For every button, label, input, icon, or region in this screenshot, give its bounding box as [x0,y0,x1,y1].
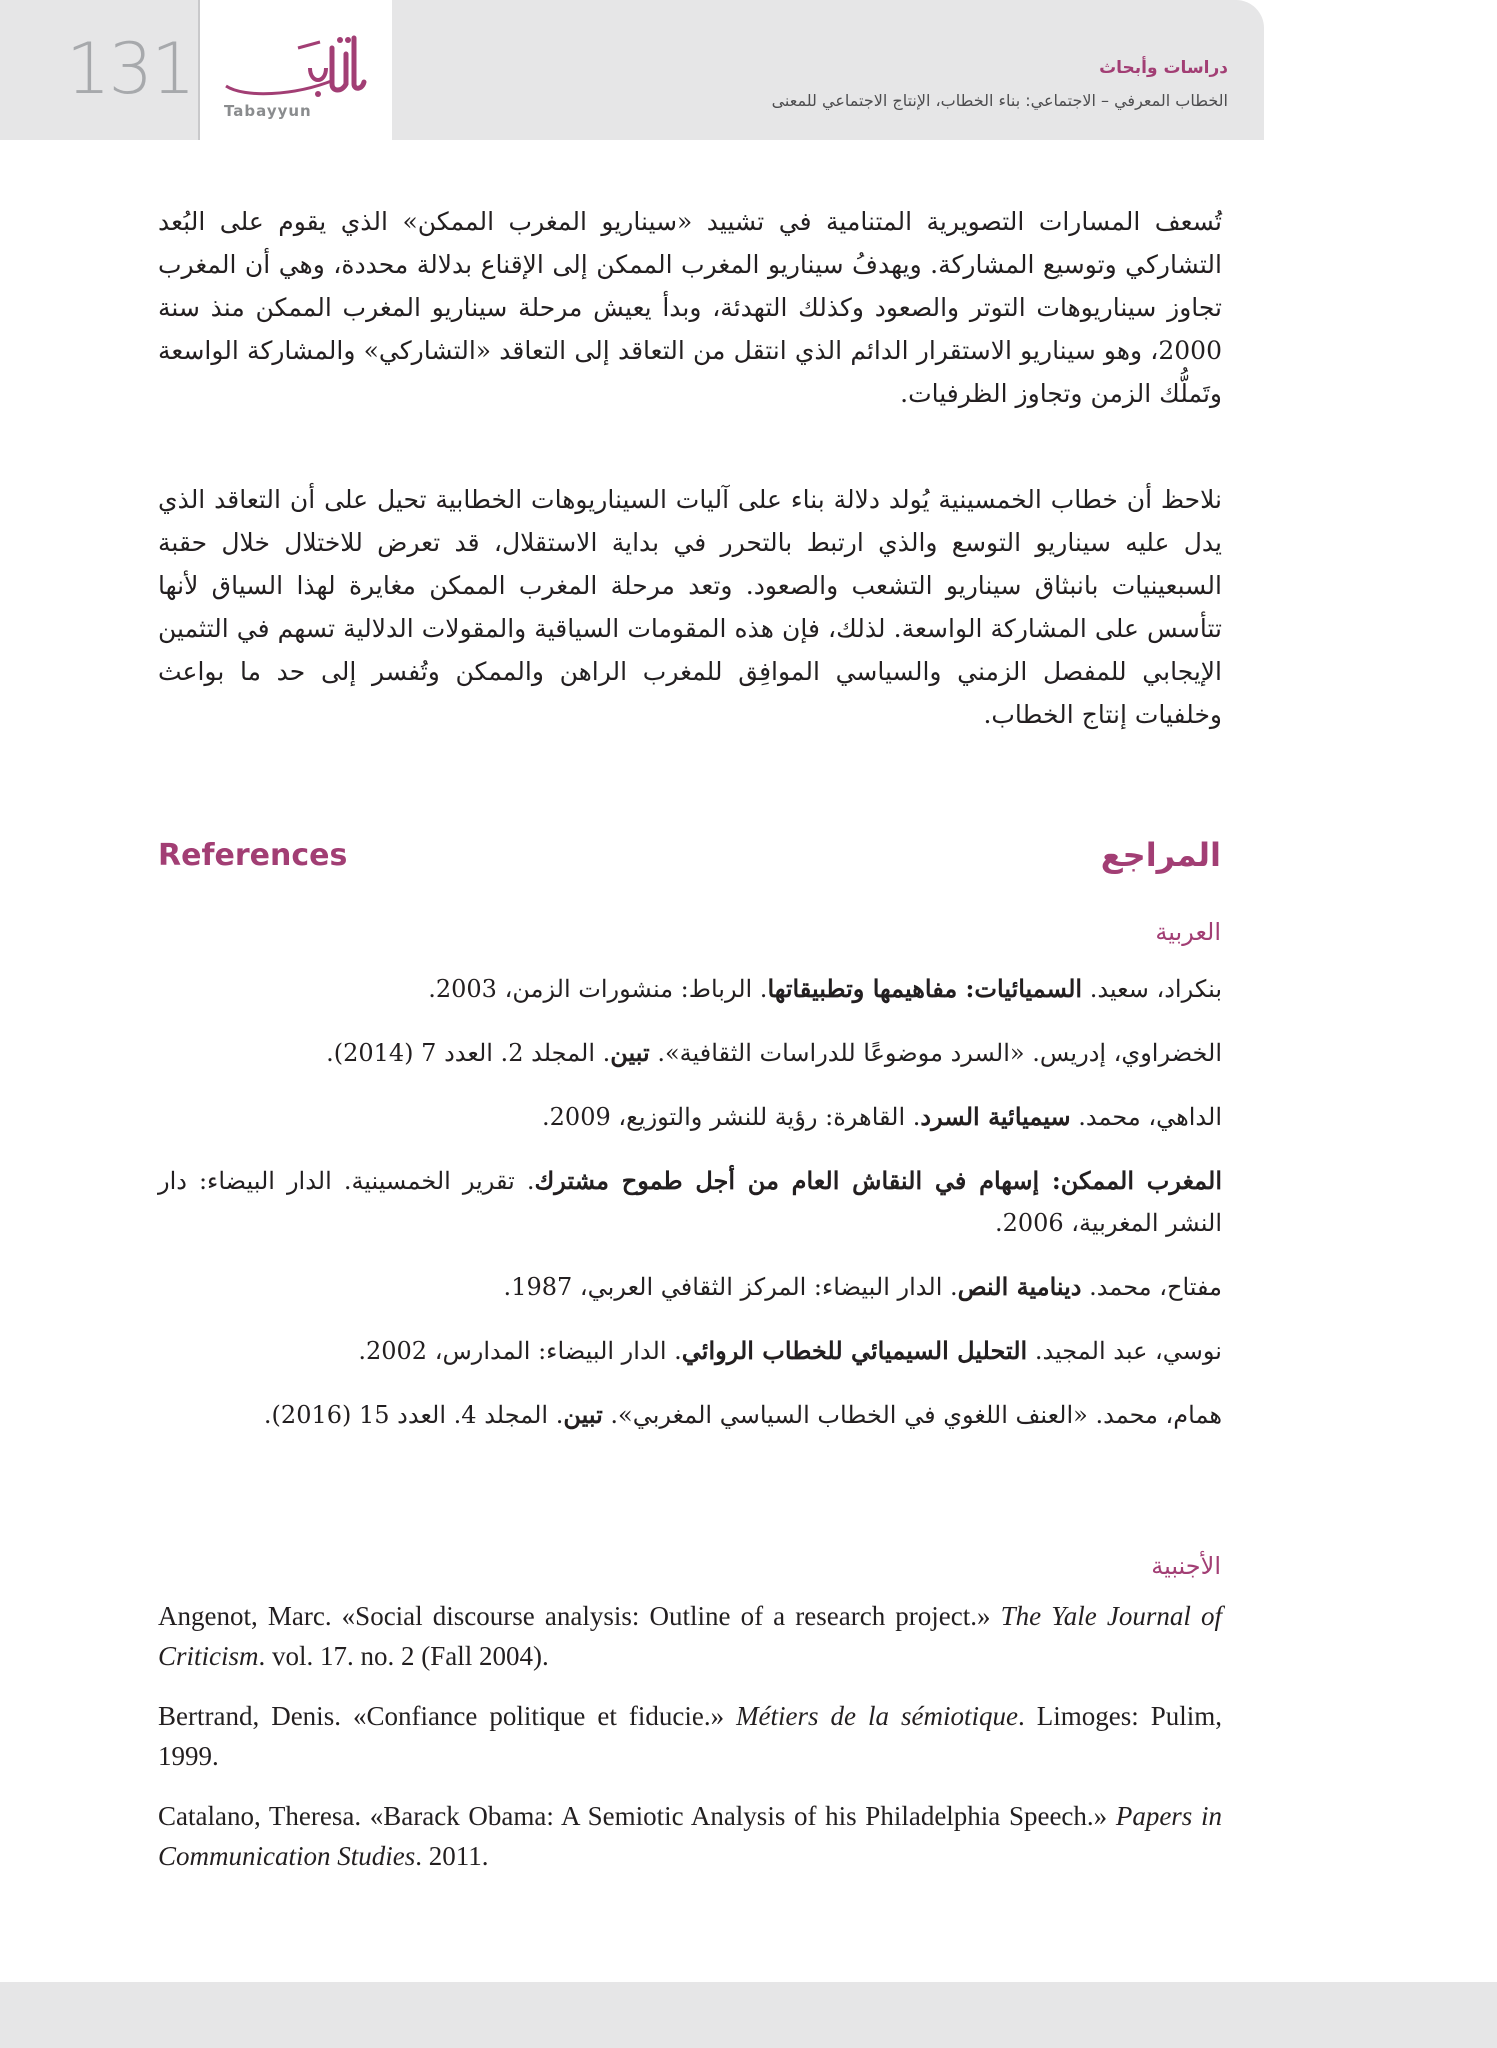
arabic-references-label: العربية [1155,918,1221,946]
page-footer-band [0,1982,1497,2048]
page-number: 131 [66,28,194,110]
tabayyun-logo-icon [214,28,382,108]
page-header [0,0,1497,140]
reference-entry: مفتاح، محمد. دينامية النص. الدار البيضاء: المركز الثقافي العربي، 1987. [503,1272,1222,1301]
reference-entry: نوسي، عبد المجيد. التحليل السيميائي للخطاب الروائي. الدار البيضاء: المدارس، 2002. [358,1336,1222,1365]
references-heading-english: References [158,838,348,873]
running-header [392,0,1264,140]
reference-entry: Angenot, Marc. «Social discourse analysis: Outline of a research project.» The Yale Journal of Criticism. vol. 17. no. 2 (Fall 2004). [158,1601,1222,1671]
reference-entry: الخضراوي، إدريس. «السرد موضوعًا للدراسات الثقافية». تبين. المجلد 2. العدد 7 (2014). [326,1038,1222,1067]
reference-entry: همام، محمد. «العنف اللغوي في الخطاب السياسي المغربي». تبين. المجلد 4. العدد 15 (2016). [263,1400,1222,1429]
references-heading-arabic: المراجع [1100,836,1221,874]
article-title: الخطاب المعرفي – الاجتماعي: بناء الخطاب، الإنتاج الاجتماعي للمعنى [771,91,1228,110]
journal-logo [198,0,394,140]
foreign-references-label: الأجنبية [1151,1552,1221,1580]
arabic-references-list [158,968,1222,1458]
reference-entry: الداهي، محمد. سيميائية السرد. القاهرة: رؤية للنشر والتوزيع، 2009. [542,1102,1222,1131]
reference-entry: المغرب الممكن: إسهام في النقاش العام من أجل طموح مشترك. تقرير الخمسينية. الدار البيضاء: دار النشر المغربية، 2006. [158,1166,1223,1237]
logo-latin-text: Tabayyun [224,102,312,120]
body-paragraph-1: تُسعف المسارات التصويرية المتنامية في تشييد «سيناريو المغرب الممكن» الذي يقوم على البُعد التشاركي وتوسيع المشاركة. ويهدفُ سيناريو المغرب الممكن إلى الإقناع بدلالة محددة، وهي أن المغرب تجاوز سيناريوهات التوتر والصعود وكذلك التهدئة، وبدأ يعيش مرحلة سيناريو المغرب الممكن منذ سنة 2000، وهو سيناريو الاستقرار الدائم الذي انتقل من التعاقد إلى التعاقد «التشاركي» والمشاركة الواسعة وتَملُّك الزمن وتجاوز الظرفيات. [158,207,1222,408]
foreign-references-list [158,1596,1222,1896]
reference-entry: Bertrand, Denis. «Confiance politique et fiducie.» Métiers de la sémiotique. Limoges: Pulim, 1999. [158,1701,1222,1771]
page-number-box [0,0,198,140]
section-title: دراسات وأبحاث [1099,58,1228,78]
reference-entry: بنكراد، سعيد. السميائيات: مفاهيمها وتطبيقاتها. الرباط: منشورات الزمن، 2003. [428,974,1222,1003]
body-paragraph-2: نلاحظ أن خطاب الخمسينية يُولد دلالة بناء على آليات السيناريوهات الخطابية تحيل على أن التعاقد الذي يدل عليه سيناريو التوسع والذي ارتبط بالتحرر في بداية الاستقلال، قد تعرض للاختلال خلال حقبة السبعينيات بانبثاق سيناريو التشعب والصعود. وتعد مرحلة المغرب الممكن مغايرة لهذا السياق لأنها تتأسس على المشاركة الواسعة. لذلك، فإن هذه المقومات السياقية والمقولات الدلالية تسهم في التثمين الإيجابي للمفصل الزمني والسياسي الموافِق للمغرب الراهن والممكن وتُفسر إلى حد ما بواعث وخلفيات إنتاج الخطاب. [158,485,1222,729]
reference-entry: Catalano, Theresa. «Barack Obama: A Semiotic Analysis of his Philadelphia Speech.» Papers in Communication Studies. 2011. [158,1801,1222,1871]
